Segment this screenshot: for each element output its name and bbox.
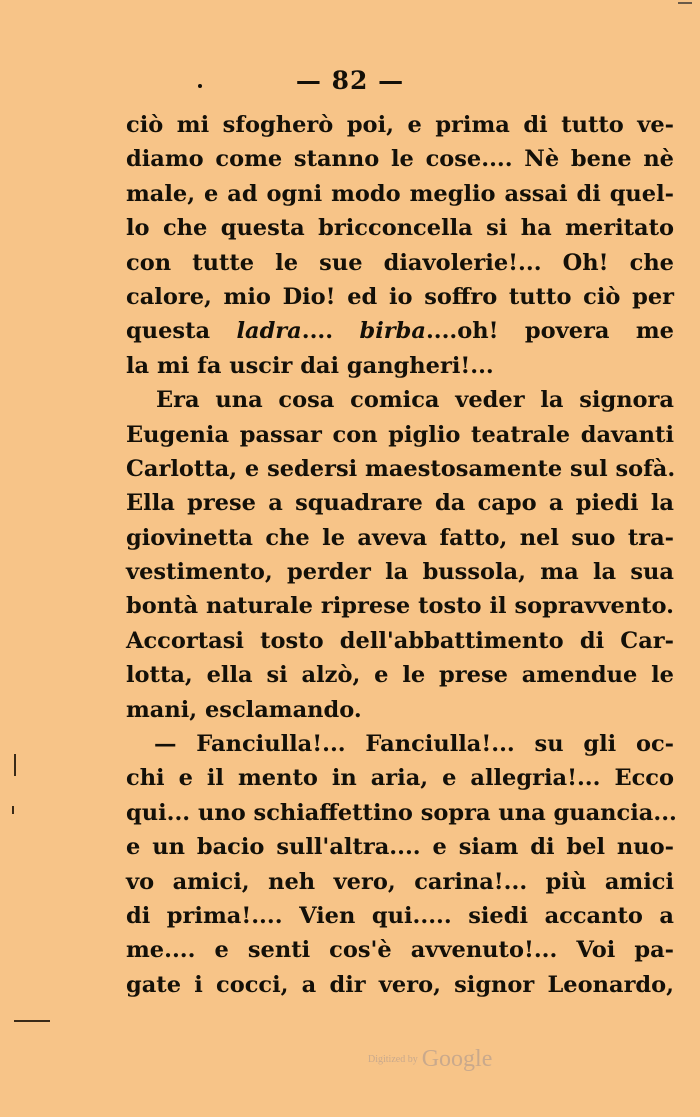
text-segment: .... (301, 318, 360, 345)
text-line: giovinetta che le aveva fatto, nel suo tra- (126, 524, 674, 551)
text-line: — Fanciulla!... Fanciulla!... su gli oc- (154, 731, 674, 758)
text-line: Eugenia passar con piglio teatrale davanti (126, 421, 674, 448)
text-line: bontà naturale riprese tosto il sopravvento. (126, 593, 674, 620)
text-line: qui... uno schiaffettino sopra una guancia... (126, 799, 677, 826)
text-line: lotta, ella si alzò, e le prese amendue le (126, 662, 674, 689)
text-line: chi e il mento in aria, e allegria!... Ecco (126, 765, 674, 792)
text-line: vestimento, perder la bussola, ma la sua (126, 559, 674, 586)
text-line: lo che questa bricconcella si ha meritato (126, 215, 674, 242)
margin-mark (14, 754, 16, 776)
text-line: mani, esclamando. (126, 696, 362, 723)
text-line: Accortasi tosto dell'abbattimento di Car- (126, 627, 674, 654)
text-line: la mi fa uscir dai gangheri!... (126, 352, 494, 379)
footer-rule (14, 1020, 50, 1022)
text-line: ciò mi sfogherò poi, e prima di tutto ve- (126, 112, 674, 138)
text-segment: ....oh! povera me (425, 318, 674, 345)
text-line: me.... e senti cos'è avvenuto!... Voi pa- (126, 937, 674, 964)
text-line: Era una cosa comica veder la signora (156, 387, 674, 414)
margin-mark (12, 806, 14, 814)
text-line: diamo come stanno le cose.... Nè bene nè (126, 146, 674, 173)
text-line: calore, mio Dio! ed io soffro tutto ciò per (126, 283, 674, 310)
text-line: con tutte le sue diavolerie!... Oh! che (126, 249, 674, 276)
text-line: Ella prese a squadrare da capo a piedi la (126, 490, 674, 517)
google-logo: Google (421, 1046, 493, 1072)
watermark-prefix: Digitized by (368, 1054, 418, 1065)
text-line: male, e ad ogni modo meglio assai di quel- (126, 180, 674, 207)
page-number: — 82 — (295, 66, 405, 95)
italic-word: ladra (236, 318, 302, 345)
dot-mark (198, 84, 202, 88)
text-line: vo amici, neh vero, carina!... più amici (126, 868, 674, 895)
text-line: gate i cocci, a dir vero, signor Leonardo, (126, 971, 674, 998)
text-line: Carlotta, e sedersi maestosamente sul sofà. (126, 455, 676, 482)
text-segment: questa (126, 318, 237, 345)
top-corner-mark (678, 2, 692, 4)
text-line: di prima!.... Vien qui..... siedi accanto a (126, 902, 674, 929)
text-line (126, 314, 674, 348)
digitized-watermark (368, 1046, 492, 1073)
text-line: e un bacio sull'altra.... e siam di bel nuo- (126, 834, 674, 861)
italic-word: birba (359, 318, 426, 345)
page-text (126, 108, 677, 1002)
